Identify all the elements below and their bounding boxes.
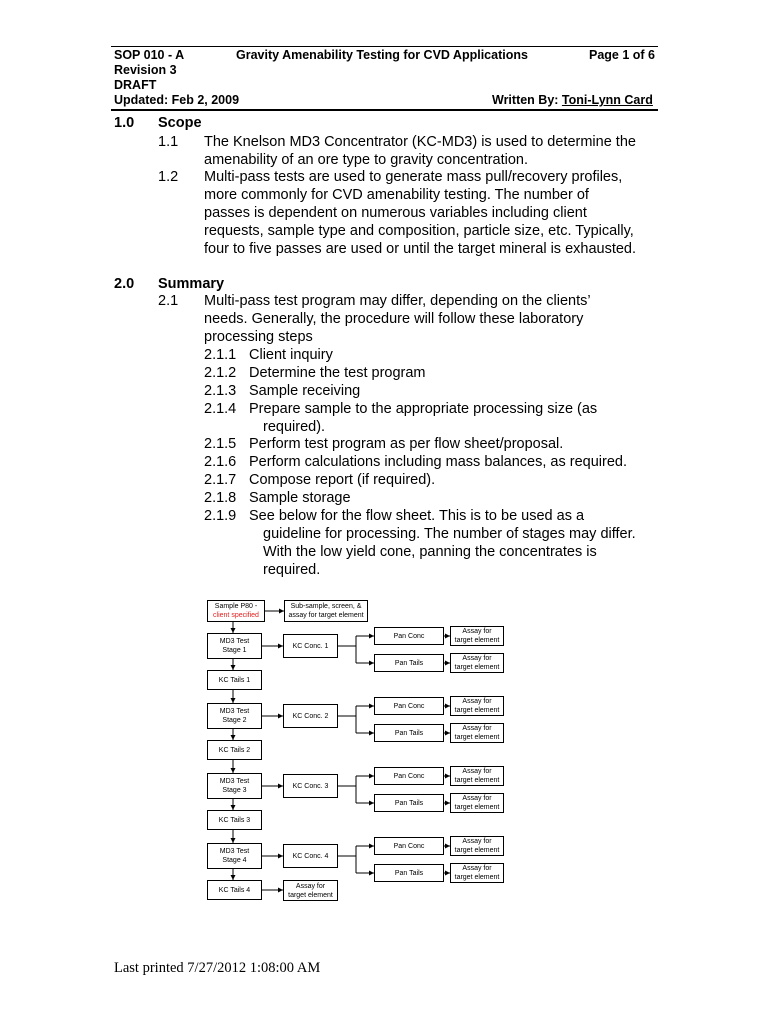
- assay-conc-box-4: [450, 836, 504, 856]
- assay-conc-box-2: [450, 696, 504, 716]
- text-line: Sample storage: [249, 490, 351, 506]
- kc-tails-box-1: [207, 670, 262, 690]
- assay-conc-box-1-label: Assay for target element: [454, 628, 500, 644]
- text-line: required).: [263, 419, 326, 435]
- assay-tails-box-2: [450, 723, 504, 743]
- summary-item-number: 2.1: [158, 293, 179, 309]
- pan-conc-box-1: [374, 627, 444, 645]
- header-top-rule: [111, 46, 658, 47]
- kc-conc-box-1: [283, 634, 338, 658]
- step-number: 2.1.5: [204, 436, 237, 452]
- step-number: 2.1.9: [204, 508, 237, 524]
- text-line: Sample receiving: [249, 383, 361, 399]
- text-line: Compose report (if required).: [249, 472, 436, 488]
- text-line: The Knelson MD3 Concentrator (KC-MD3) is used to determine the: [204, 134, 636, 150]
- pan-conc-box-4: [374, 837, 444, 855]
- subsample-label: Sub-sample, screen, & assay for target element: [288, 603, 364, 619]
- assay-tails-box-3-label: Assay for target element: [454, 795, 500, 811]
- kc-tails-box-3: [207, 810, 262, 830]
- step-2-1-4: [204, 400, 236, 418]
- step-2-1-5-text: [249, 435, 563, 453]
- pan-tails-box-1: [374, 654, 444, 672]
- pan-tails-box-4: [374, 864, 444, 882]
- assay-tails-box-1-label: Assay for target element: [454, 655, 500, 671]
- step-2-1-6: [204, 453, 236, 471]
- step-number: 2.1.4: [204, 401, 237, 417]
- text-line: more commonly for CVD amenability testing. The number of: [204, 187, 589, 203]
- kc-tails-box-2-label: KC Tails 2: [218, 746, 251, 754]
- text-line: Prepare sample to the appropriate processing size (as: [249, 401, 598, 417]
- text-line: processing steps: [204, 329, 313, 345]
- assay-tails-box-4: [450, 863, 504, 883]
- step-2-1-4-text: [249, 400, 597, 436]
- text-line: requests, sample type and composition, particle size, etc. Typically,: [204, 223, 634, 239]
- text-line: passes is dependent on numerous variables including client: [204, 205, 587, 221]
- text-line: Multi-pass tests are used to generate mass pull/recovery profiles,: [204, 169, 623, 185]
- text-line: needs. Generally, the procedure will follow these laboratory: [204, 311, 584, 327]
- step-number: 2.1.8: [204, 490, 237, 506]
- step-number: 2.1.6: [204, 454, 237, 470]
- scope-item-1-text: [204, 133, 636, 169]
- text-line: Client inquiry: [249, 347, 333, 363]
- pan-conc-box-1-label: Pan Conc: [393, 632, 425, 640]
- text-line: Determine the test program: [249, 365, 426, 381]
- kc-conc-box-2: [283, 704, 338, 728]
- written-by: [492, 93, 653, 107]
- kc-conc-box-2-label: KC Conc. 2: [292, 712, 329, 720]
- step-2-1-7-text: [249, 471, 435, 489]
- author-name: Toni-Lynn Card: [561, 93, 653, 107]
- doc-title: Gravity Amenability Testing for CVD Applications: [236, 48, 528, 62]
- kc-conc-box-3: [283, 774, 338, 798]
- scope-item-2-text: [204, 168, 636, 258]
- step-2-1-6-text: [249, 453, 627, 471]
- kc-conc-box-4: [283, 844, 338, 868]
- pan-conc-box-4-label: Pan Conc: [393, 842, 425, 850]
- pan-tails-box-1-label: Pan Tails: [394, 659, 424, 667]
- text-line: amenability of an ore type to gravity concentration.: [204, 152, 529, 168]
- final-assay-label: Assay for target element: [288, 882, 333, 899]
- stage-box-2-label: MD3 Test Stage 2: [219, 708, 250, 724]
- kc-tails-box-4-label: KC Tails 4: [218, 886, 251, 894]
- step-2-1-9-text: [249, 507, 636, 579]
- stage-box-2: [207, 703, 262, 729]
- step-number: 2.1.3: [204, 383, 237, 399]
- pan-tails-box-2-label: Pan Tails: [394, 729, 424, 737]
- pan-tails-box-3-label: Pan Tails: [394, 799, 424, 807]
- scope-item-1-number: 1.1: [158, 134, 179, 150]
- text-line: See below for the flow sheet. This is to be used as a: [249, 508, 585, 524]
- summary-heading: Summary: [158, 276, 225, 292]
- pan-tails-box-4-label: Pan Tails: [394, 869, 424, 877]
- step-2-1-7: [204, 471, 236, 489]
- subsample-box: [284, 600, 368, 622]
- pan-conc-box-3: [374, 767, 444, 785]
- scope-number: 1.0: [114, 115, 135, 131]
- pan-tails-box-2: [374, 724, 444, 742]
- step-number: 2.1.1: [204, 347, 237, 363]
- text-line: Perform calculations including mass balances, as required.: [249, 454, 627, 470]
- step-2-1-3-text: [249, 382, 360, 400]
- stage-box-1-label: MD3 Test Stage 1: [219, 638, 250, 654]
- text-line: guideline for processing. The number of stages may differ.: [263, 526, 636, 542]
- sample-label: Sample P80 -: [214, 603, 258, 610]
- kc-conc-box-3-label: KC Conc. 3: [292, 782, 329, 790]
- sample-box: [207, 600, 265, 622]
- assay-conc-box-4-label: Assay for target element: [454, 838, 500, 854]
- text-line: four to five passes are used or until the target mineral is exhausted.: [204, 241, 637, 257]
- written-by-label: Written By:: [492, 93, 562, 107]
- revision: Revision 3: [114, 63, 177, 77]
- assay-tails-box-1: [450, 653, 504, 673]
- assay-tails-box-2-label: Assay for target element: [454, 725, 500, 741]
- scope-heading: Scope: [158, 115, 202, 131]
- stage-box-3-label: MD3 Test Stage 3: [219, 778, 250, 794]
- summary-number: 2.0: [114, 276, 135, 292]
- assay-conc-box-3-label: Assay for target element: [454, 768, 500, 784]
- sample-spec-label: client specified: [213, 612, 259, 619]
- step-2-1-5: [204, 435, 236, 453]
- assay-conc-box-3: [450, 766, 504, 786]
- step-2-1-2: [204, 364, 236, 382]
- last-printed: Last printed 7/27/2012 1:08:00 AM: [114, 960, 321, 976]
- doc-id: SOP 010 - A: [114, 48, 185, 62]
- step-number: 2.1.7: [204, 472, 237, 488]
- text-line: With the low yield cone, panning the concentrates is: [263, 544, 597, 560]
- stage-box-4-label: MD3 Test Stage 4: [219, 848, 250, 864]
- summary-item-text: [204, 292, 591, 346]
- updated-date: Updated: Feb 2, 2009: [114, 93, 240, 107]
- step-number: 2.1.2: [204, 365, 237, 381]
- step-2-1-9: [204, 507, 236, 525]
- step-2-1-3: [204, 382, 236, 400]
- step-2-1-2-text: [249, 364, 426, 382]
- scope-item-2-number: 1.2: [158, 169, 179, 185]
- assay-tails-box-4-label: Assay for target element: [454, 865, 500, 881]
- text-line: required.: [263, 562, 321, 578]
- kc-conc-box-1-label: KC Conc. 1: [292, 642, 329, 650]
- pan-conc-box-2-label: Pan Conc: [393, 702, 425, 710]
- step-2-1-8-text: [249, 489, 351, 507]
- step-2-1-1-text: [249, 346, 333, 364]
- assay-tails-box-3: [450, 793, 504, 813]
- step-2-1-1: [204, 346, 236, 364]
- header-bottom-rule: [111, 109, 658, 111]
- draft-status: DRAFT: [114, 78, 157, 92]
- stage-box-4: [207, 843, 262, 869]
- kc-tails-box-4: [207, 880, 262, 900]
- text-line: Perform test program as per flow sheet/proposal.: [249, 436, 564, 452]
- stage-box-1: [207, 633, 262, 659]
- pan-conc-box-2: [374, 697, 444, 715]
- assay-conc-box-2-label: Assay for target element: [454, 698, 500, 714]
- kc-tails-box-1-label: KC Tails 1: [218, 676, 251, 684]
- step-2-1-8: [204, 489, 236, 507]
- stage-box-3: [207, 773, 262, 799]
- pan-tails-box-3: [374, 794, 444, 812]
- kc-tails-box-3-label: KC Tails 3: [218, 816, 251, 824]
- assay-conc-box-1: [450, 626, 504, 646]
- kc-conc-box-4-label: KC Conc. 4: [292, 852, 329, 860]
- pan-conc-box-3-label: Pan Conc: [393, 772, 425, 780]
- text-line: Multi-pass test program may differ, depending on the clients’: [204, 293, 591, 309]
- final-assay-box: [283, 880, 338, 901]
- page-number: Page 1 of 6: [589, 48, 655, 62]
- kc-tails-box-2: [207, 740, 262, 760]
- connector-lines: [233, 611, 450, 890]
